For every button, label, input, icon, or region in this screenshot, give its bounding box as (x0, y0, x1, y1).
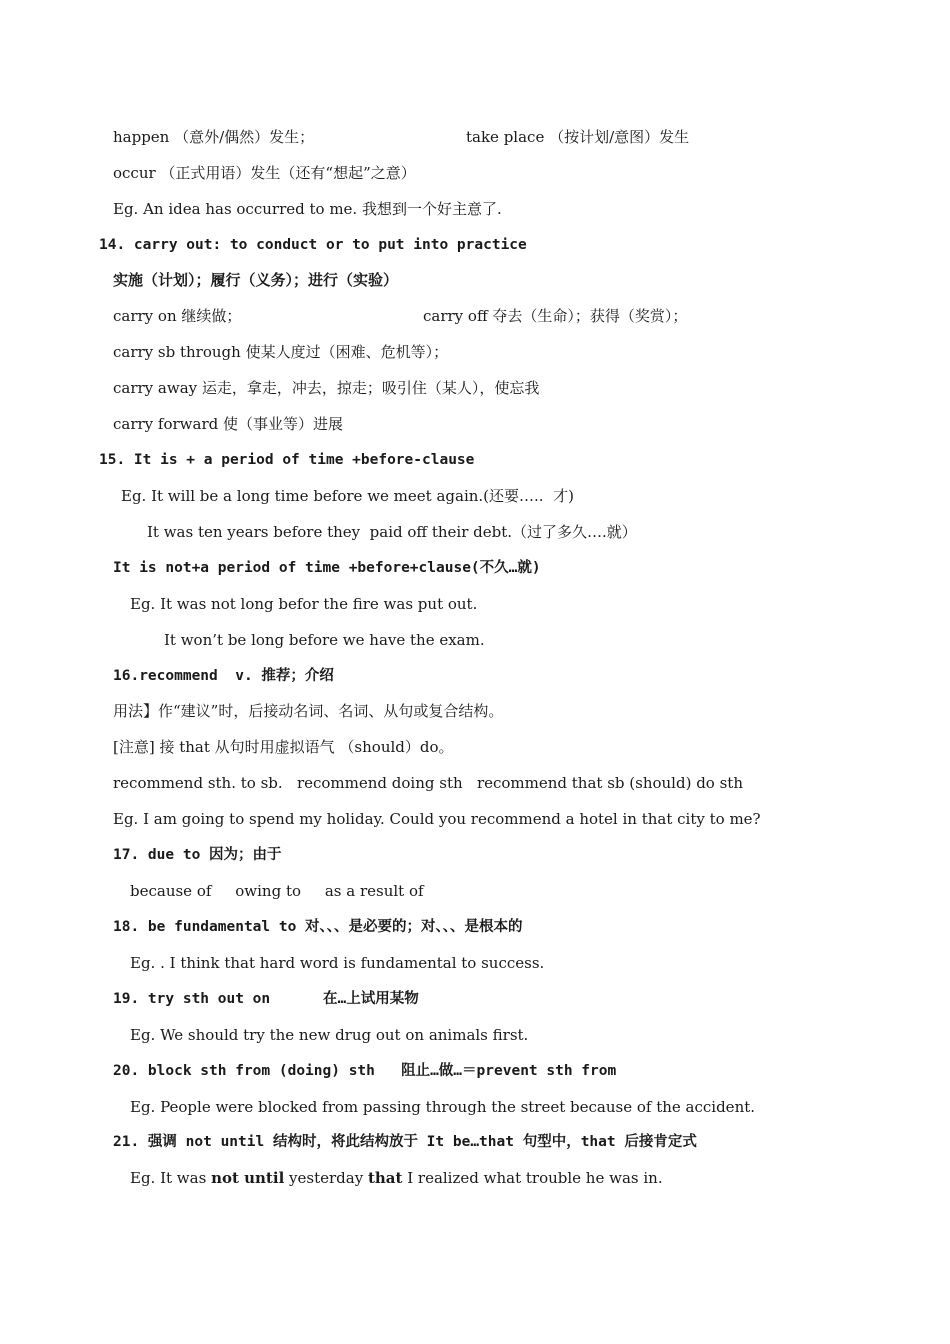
text-line: carry sb through 使某人度过（困难、危机等）； (113, 343, 449, 361)
example-sentence: Eg. An idea has occurred to me. 我想到一个好主意了. (113, 200, 502, 218)
example-sentence: Eg. It was not long befor the fire was put out. (130, 595, 478, 613)
text-line: carry forward 使（事业等）进展 (113, 415, 344, 433)
emphasis-span: that (367, 1169, 403, 1187)
item-heading: 17. due to 因为；由于 (113, 847, 282, 863)
text-line: happen （意外/偶然）发生； (113, 128, 315, 146)
example-sentence: Eg. . I think that hard word is fundamental to success. (130, 954, 545, 972)
text-span: yesterday (284, 1169, 368, 1187)
text-line: recommend sth. to sb. recommend doing sth recommend that sb (should) do sth (113, 774, 743, 792)
item-meaning: 实施（计划）；履行（义务）；进行（实验） (113, 271, 399, 289)
item-heading: 18. be fundamental to 对、、、是必要的；对、、、是根本的 (113, 919, 523, 935)
example-sentence: Eg. It will be a long time before we meet again.(还要….. 才) (121, 487, 574, 505)
example-sentence (130, 1168, 663, 1188)
item-heading: 21. 强调 not until 结构时，将此结构放于 It be…that 句型中，that 后接肯定式 (113, 1134, 697, 1150)
text-line: occur （正式用语）发生（还有“想起”之意） (113, 164, 416, 182)
item-heading: 16.recommend v. 推荐；介绍 (113, 668, 334, 684)
item-heading: 20. block sth from (doing) sth 阻止…做…＝prevent sth from (113, 1063, 617, 1079)
item-heading: 14. carry out: to conduct or to put into practice (99, 237, 527, 253)
text-line: carry off 夺去（生命）；获得（奖赏）； (423, 307, 688, 325)
example-sentence: Eg. I am going to spend my holiday. Could you recommend a hotel in that city to me? (113, 810, 761, 828)
text-span: I realized what trouble he was in. (402, 1169, 663, 1187)
text-span: Eg. It was (130, 1169, 212, 1187)
example-sentence: Eg. People were blocked from passing through the street because of the accident. (130, 1098, 756, 1116)
item-heading: 19. try sth out on (113, 991, 271, 1007)
text-line: [注意] 接 that 从句时用虚拟语气 （should）do。 (113, 738, 454, 756)
text-line: carry away 运走，拿走，冲去，掠走；吸引住（某人），使忘我 (113, 379, 540, 397)
example-sentence: It was ten years before they paid off their debt.（过了多久….就） (147, 523, 637, 541)
example-sentence: Eg. We should try the new drug out on animals first. (130, 1026, 529, 1044)
emphasis-span: not until (211, 1169, 285, 1187)
text-line: 用法】作“建议”时，后接动名词、名词、从句或复合结构。 (113, 702, 504, 720)
text-line: carry on 继续做； (113, 307, 242, 325)
item-heading: 15. It is + a period of time +before-clause (99, 452, 475, 468)
example-sentence: It won’t be long before we have the exam. (164, 631, 485, 649)
item-meaning: 在…上试用某物 (323, 991, 419, 1007)
item-subheading: It is not+a period of time +before+clause(不久…就) (113, 560, 541, 576)
text-line: because of owing to as a result of (130, 882, 424, 900)
text-line: take place （按计划/意图）发生 (466, 128, 690, 146)
